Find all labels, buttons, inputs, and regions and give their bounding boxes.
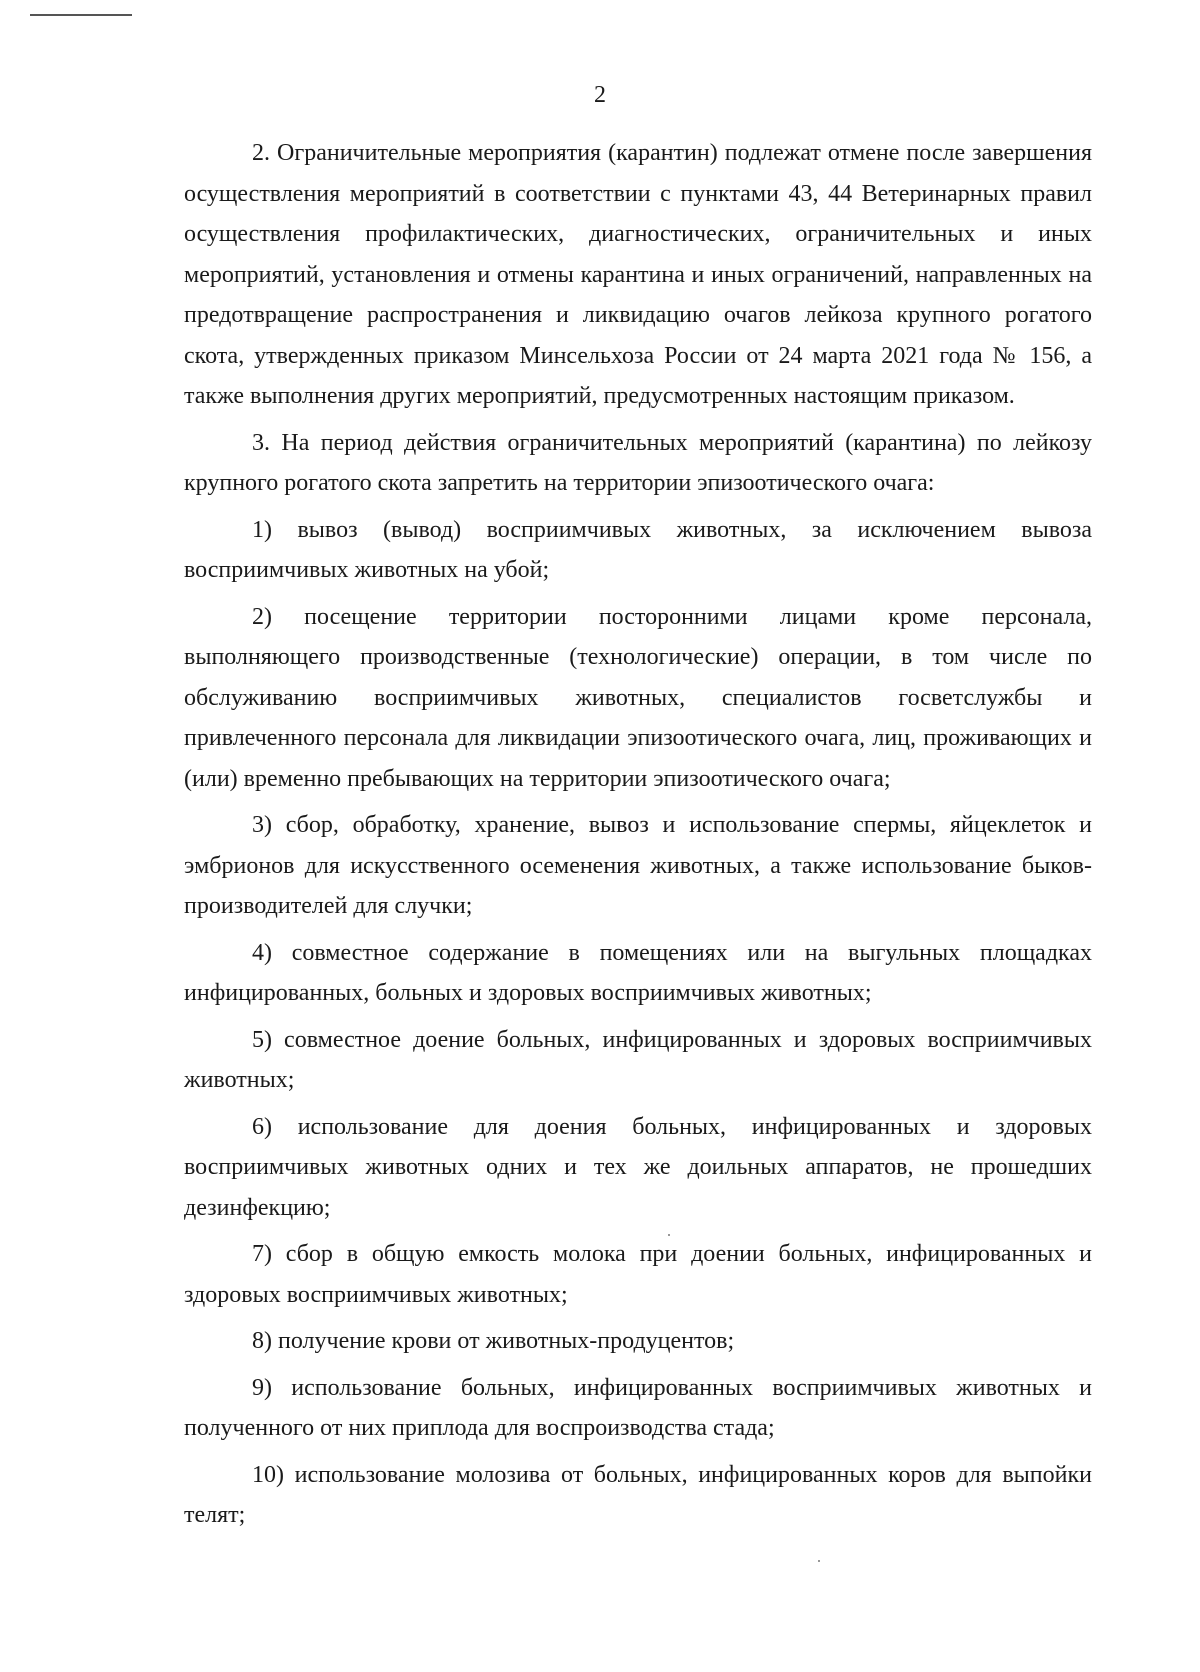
paragraph-item-2: 2. Ограничительные мероприятия (карантин) подлежат отмене после завершения осуществления мероприятий в соответствии с пунктами 43, 44 Ветеринарных правил осуществления профилактических, диагностических, ограничительных и иных мероприятий, установления и отмены карантина и иных ограничений, направленных на предотвращение распространения и ликвидацию очагов лейкоза крупного рогатого скота, утвержденных приказом Минсельхоза России от 24 марта 2021 года № 156, а также выполнения других мероприятий, предусмотренных настоящим приказом. (184, 140, 1092, 409)
list-item-5: 5) совместное доение больных, инфицированных и здоровых восприимчивых животных; (184, 1026, 1092, 1093)
list-item-1: 1) вывоз (вывод) восприимчивых животных, за исключением вывоза восприимчивых животных на убой; (184, 516, 1092, 583)
list-item-4: 4) совместное содержание в помещениях или на выгульных площадках инфицированных, больных и здоровых восприимчивых животных; (184, 939, 1092, 1006)
page-number: 2 (594, 82, 606, 108)
paragraph-item-3: 3. На период действия ограничительных мероприятий (карантина) по лейкозу крупного рогатого скота запретить на территории эпизоотического очага: (184, 429, 1092, 496)
list-item-8: 8) получение крови от животных-продуцентов; (252, 1328, 735, 1354)
list-item-10: 10) использование молозива от больных, инфицированных коров для выпойки телят; (184, 1461, 1092, 1528)
list-item-9: 9) использование больных, инфицированных восприимчивых животных и полученного от них приплода для воспроизводства стада; (184, 1374, 1092, 1441)
scan-speck (818, 1560, 820, 1562)
list-item-2: 2) посещение территории посторонними лицами кроме персонала, выполняющего производственные (технологические) операции, в том числе по обслуживанию восприимчивых животных, специалистов госветслужбы и привлеченного персонала для ликвидации эпизоотического очага, лиц, проживающих и (или) временно пребывающих на территории эпизоотического очага; (184, 603, 1092, 792)
list-item-6: 6) использование для доения больных, инфицированных и здоровых восприимчивых животных одних и тех же доильных аппаратов, не прошедших дезинфекцию; (184, 1113, 1092, 1221)
list-item-7: 7) сбор в общую емкость молока при доении больных, инфицированных и здоровых восприимчивых животных; (184, 1241, 1092, 1308)
list-item-3: 3) сбор, обработку, хранение, вывоз и использование спермы, яйцеклеток и эмбрионов для искусственного осеменения животных, а также использование быков-производителей для случки; (184, 812, 1092, 919)
scan-artifact-line (30, 14, 132, 16)
document-body (184, 133, 1092, 1542)
